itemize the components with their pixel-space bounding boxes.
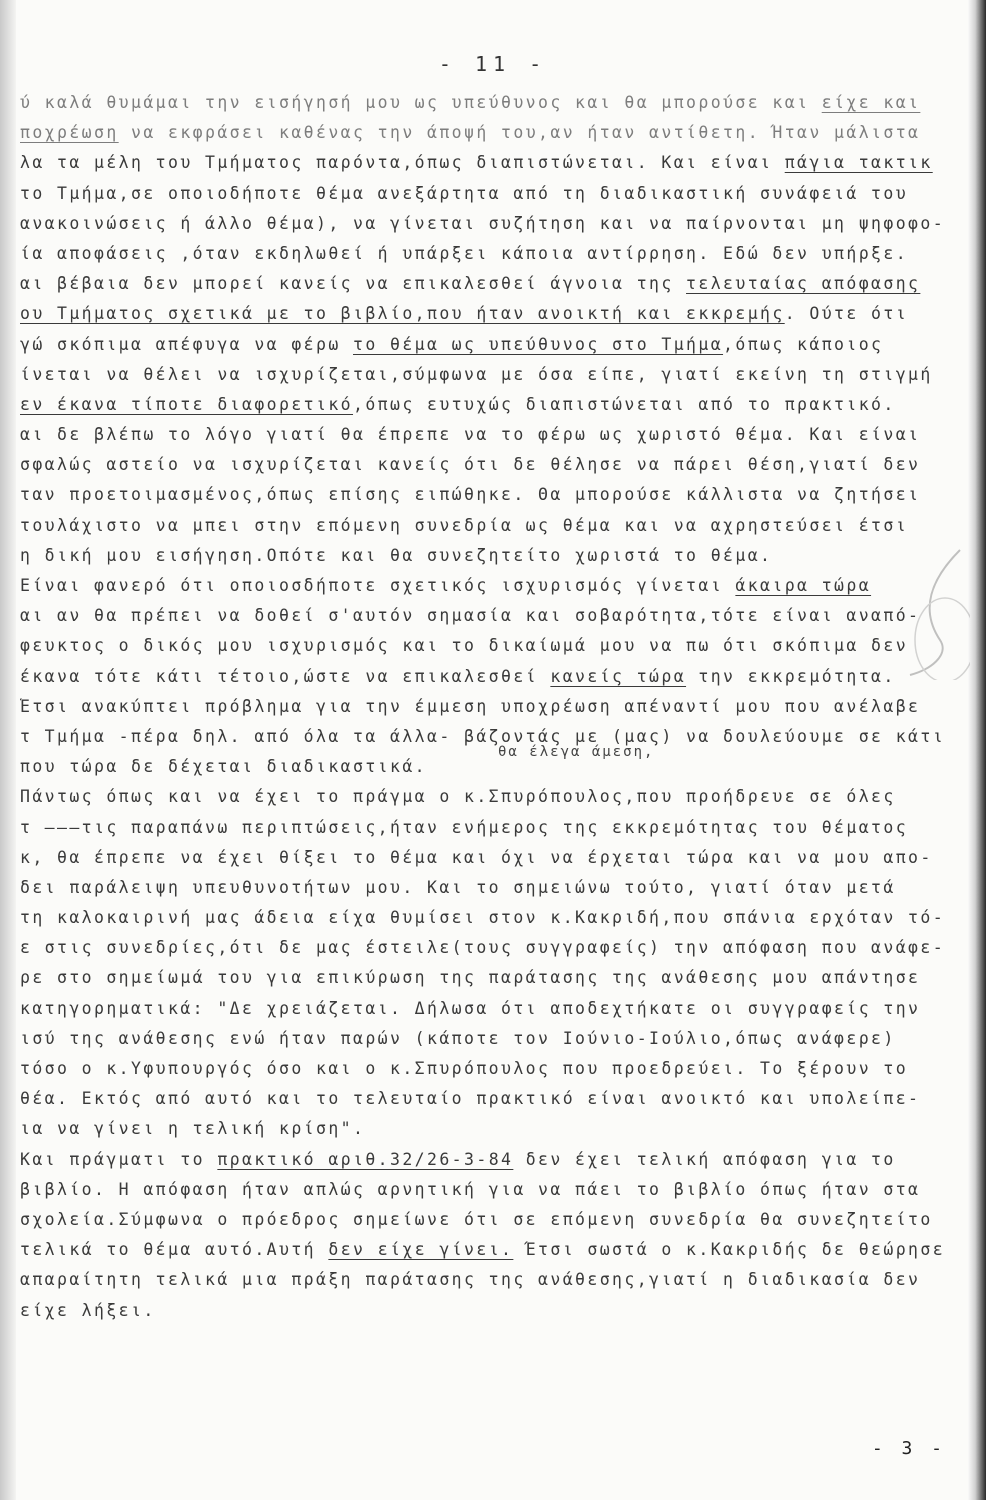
underlined-text: άκαιρα τώρα bbox=[735, 576, 872, 595]
text-line bbox=[20, 1235, 950, 1265]
line-text: αι βέβαια δεν μπορεί κανείς να επικαλεσθεί άγνοια της bbox=[20, 274, 687, 294]
text-line bbox=[20, 1054, 950, 1084]
line-text: ,όπως κάποιος bbox=[723, 334, 884, 354]
text-line bbox=[20, 994, 950, 1024]
text-line bbox=[20, 239, 950, 269]
line-text: φευκτος ο δικός μου ισχυρισμός και το δικαίωμά μου να πω ότι σκόπιμα δεν bbox=[20, 636, 909, 656]
text-line bbox=[20, 511, 950, 541]
stamp-mark bbox=[900, 540, 970, 680]
line-text: βιβλίο. Η απόφαση ήταν απλώς αρνητική για να πάει το βιβλίο όπως ήταν στα bbox=[20, 1179, 921, 1199]
text-line bbox=[20, 813, 950, 843]
line-text: αι δε βλέπω το λόγο γιατί θα έπρεπε να το φέρω ως χωριστό θέμα. Και είναι bbox=[20, 425, 921, 445]
line-text: τη καλοκαιρινή μας άδεια είχα θυμίσει στον κ.Κακριδή,που σπάνια ερχόταν τό- bbox=[20, 908, 946, 928]
text-line bbox=[20, 420, 950, 450]
line-text: Έτσι σωστά ο κ.Κακριδής δε θεώρησε bbox=[513, 1240, 946, 1260]
text-line bbox=[20, 1205, 950, 1235]
text-line bbox=[20, 963, 950, 993]
typed-text-body bbox=[20, 88, 950, 1326]
underlined-text: δεν είχε γίνει. bbox=[328, 1240, 514, 1260]
line-text: θέα. Εκτός από αυτό και το τελευταίο πρακτικό είναι ανοικτό και υπολείπε- bbox=[20, 1089, 921, 1109]
line-text: τελικά το θέμα αυτό.Αυτή bbox=[20, 1240, 329, 1260]
sheet-number: - 3 - bbox=[871, 1438, 946, 1459]
line-text: ισύ της ανάθεσης ενώ ήταν παρών (κάποτε τον Ιούνιο-Ιούλιο,όπως ανάφερε) bbox=[20, 1028, 896, 1048]
text-line bbox=[20, 782, 950, 812]
text-line bbox=[20, 601, 950, 631]
line-text: τουλάχιστο να μπει στην επόμενη συνεδρία ως θέμα και να αχρηστεύσει έτσι bbox=[20, 515, 909, 535]
text-line bbox=[20, 722, 950, 752]
text-line bbox=[20, 571, 950, 601]
line-text: Πάντως όπως και να έχει το πράγμα ο κ.Σπυρόπουλος,που προήδρευε σε όλες bbox=[20, 787, 896, 807]
underlined-text: ποχρέωση bbox=[20, 123, 119, 143]
line-text: την εκκρεμότητα. bbox=[686, 666, 896, 686]
text-line bbox=[20, 360, 950, 390]
line-text: ύ καλά θυμάμαι την εισήγησή μου ως υπεύθυνος και θα μπορούσε και bbox=[20, 93, 822, 112]
text-line bbox=[20, 450, 950, 480]
text-line bbox=[20, 1175, 950, 1205]
line-text: . Ούτε ότι bbox=[784, 304, 909, 324]
line-text: απαραίτητη τελικά μια πράξη παράτασης της ανάθεσης,γιατί η διαδικασία δεν bbox=[20, 1270, 921, 1290]
line-text: γώ σκόπιμα απέφυγα να φέρω bbox=[20, 334, 354, 354]
underlined-text: εν έκανα τίποτε διαφορετικό bbox=[20, 394, 354, 414]
underlined-text: είχε και bbox=[821, 93, 921, 112]
text-line bbox=[20, 873, 950, 903]
page-number: - 11 - bbox=[438, 52, 548, 76]
text-line bbox=[20, 209, 950, 239]
text-line bbox=[20, 118, 950, 148]
text-line bbox=[20, 631, 950, 661]
underlined-text: πάγια τακτικ bbox=[784, 153, 933, 173]
line-text: που τώρα δε δέχεται διαδικαστικά. bbox=[20, 757, 428, 777]
line-text: ,όπως ευτυχώς διαπιστώνεται από το πρακτικό. bbox=[353, 394, 896, 414]
text-line bbox=[20, 1145, 950, 1175]
line-text: σφαλώς αστείο να ισχυρίζεται κανείς ότι δε θέλησε να πάρει θέση,γιατί δεν bbox=[20, 455, 921, 475]
line-text: έκανα τότε κάτι τέτοιο,ώστε να επικαλεσθεί bbox=[20, 666, 551, 686]
line-text: το Τμήμα,σε οποιοδήποτε θέμα ανεξάρτητα από τη διαδικαστική συνάφειά του bbox=[20, 183, 909, 203]
underlined-text: το θέμα ως υπεύθυνος στο Τμήμα bbox=[353, 334, 724, 354]
line-text: ρε στο σημείωμά του για επικύρωση της παράτασης της ανάθεσης μου απάντησε bbox=[20, 968, 921, 988]
line-text: κ, θα έπρεπε να έχει θίξει το θέμα και όχι να έρχεται τώρα και να μου απο- bbox=[20, 847, 933, 867]
line-text: αι αν θα πρέπει να δοθεί σ'αυτόν σημασία και σοβαρότητα,τότε είναι αναπό- bbox=[20, 606, 921, 626]
line-text: ίνεται να θέλει να ισχυρίζεται,σύμφωνα με όσα είπε, γιατί εκείνη τη στιγμή bbox=[20, 364, 933, 384]
line-text: τ Τμήμα -πέρα δηλ. από όλα τα άλλα- βάζοντάς με (μας) να δουλεύουμε σε κάτι bbox=[20, 726, 946, 746]
text-line bbox=[20, 541, 950, 571]
page-right-edge bbox=[968, 0, 986, 1500]
text-line bbox=[20, 330, 950, 360]
text-line bbox=[20, 88, 950, 118]
line-text: κατηγορηματικά: "Δε χρειάζεται. Δήλωσα ότι αποδεχτήκατε οι συγγραφείς την bbox=[20, 998, 921, 1018]
text-line bbox=[20, 1265, 950, 1295]
line-text: λα τα μέλη του Τμήματος παρόντα,όπως διαπιστώνεται. Και είναι bbox=[20, 153, 785, 173]
text-line bbox=[20, 1114, 950, 1144]
underlined-text: ου Τμήματος σχετικά με το βιβλίο,που ήταν ανοικτή και εκκρεμής bbox=[20, 304, 785, 324]
text-line bbox=[20, 1024, 950, 1054]
line-text: ανακοινώσεις ή άλλο θέμα), να γίνεται συζήτηση και να παίρνονται μη ψηφοφο- bbox=[20, 213, 946, 233]
text-line bbox=[20, 179, 950, 209]
line-text: να εκφράσει καθένας την άποψή του,αν ήταν αντίθετη. Ήταν μάλιστα bbox=[118, 123, 921, 143]
line-text: ία αποφάσεις ,όταν εκδηλωθεί ή υπάρξει κάποια αντίρρηση. Εδώ δεν υπήρξε. bbox=[20, 243, 909, 263]
line-text: είχε λήξει. bbox=[20, 1300, 156, 1320]
interlinear-note: θα έλεγα άμεση, bbox=[498, 744, 655, 760]
line-text: ε στις συνεδρίες,ότι δε μας έστειλε(τους συγγραφείς) την απόφαση που ανάφε- bbox=[20, 938, 946, 958]
line-text: δει παράλειψη υπευθυνοτήτων μου. Και το σημειώνω τούτο, γιατί όταν μετά bbox=[20, 877, 896, 897]
line-text: ταν προετοιμασμένος,όπως επίσης ειπώθηκε. Θα μπορούσε κάλλιστα να ζητήσει bbox=[20, 485, 921, 505]
text-line bbox=[20, 692, 950, 722]
text-line bbox=[20, 148, 950, 178]
text-line bbox=[20, 1296, 950, 1326]
text-line bbox=[20, 843, 950, 873]
text-line bbox=[20, 903, 950, 933]
text-line bbox=[20, 269, 950, 299]
binding-edge bbox=[0, 0, 16, 1500]
underlined-text: κανείς τώρα bbox=[550, 666, 687, 686]
line-text: δεν έχει τελική απόφαση για το bbox=[513, 1149, 896, 1169]
line-text: τ ———τις παραπάνω περιπτώσεις,ήταν ενήμερος της εκκρεμότητας του θέματος bbox=[20, 817, 909, 837]
text-line bbox=[20, 390, 950, 420]
text-line bbox=[20, 933, 950, 963]
line-text: σχολεία.Σύμφωνα ο πρόεδρος σημείωνε ότι σε επόμενη συνεδρία θα συνεζητείτο bbox=[20, 1209, 933, 1229]
underlined-text: τελευταίας απόφασης bbox=[686, 274, 921, 294]
line-text: η δική μου εισήγηση.Οπότε και θα συνεζητείτο χωριστά το θέμα. bbox=[20, 545, 773, 565]
line-text: Είναι φανερό ότι οποιοσδήποτε σχετικός ισχυρισμός γίνεται bbox=[20, 576, 736, 595]
line-text: Έτσι ανακύπτει πρόβλημα για την έμμεση υποχρέωση απέναντί μου που ανέλαβε bbox=[20, 696, 921, 716]
text-line bbox=[20, 1084, 950, 1114]
underlined-text: πρακτικό αριθ.32/26-3-84 bbox=[217, 1149, 514, 1169]
text-line bbox=[20, 299, 950, 329]
line-text: Και πράγματι το bbox=[20, 1149, 218, 1169]
text-line bbox=[20, 662, 950, 692]
text-line bbox=[20, 480, 950, 510]
text-line bbox=[20, 752, 950, 782]
line-text: ια να γίνει η τελική κρίση". bbox=[20, 1119, 366, 1139]
line-text: τόσο ο κ.Υφυπουργός όσο και ο κ.Σπυρόπουλος που προεδρεύει. Το ξέρουν το bbox=[20, 1059, 909, 1078]
